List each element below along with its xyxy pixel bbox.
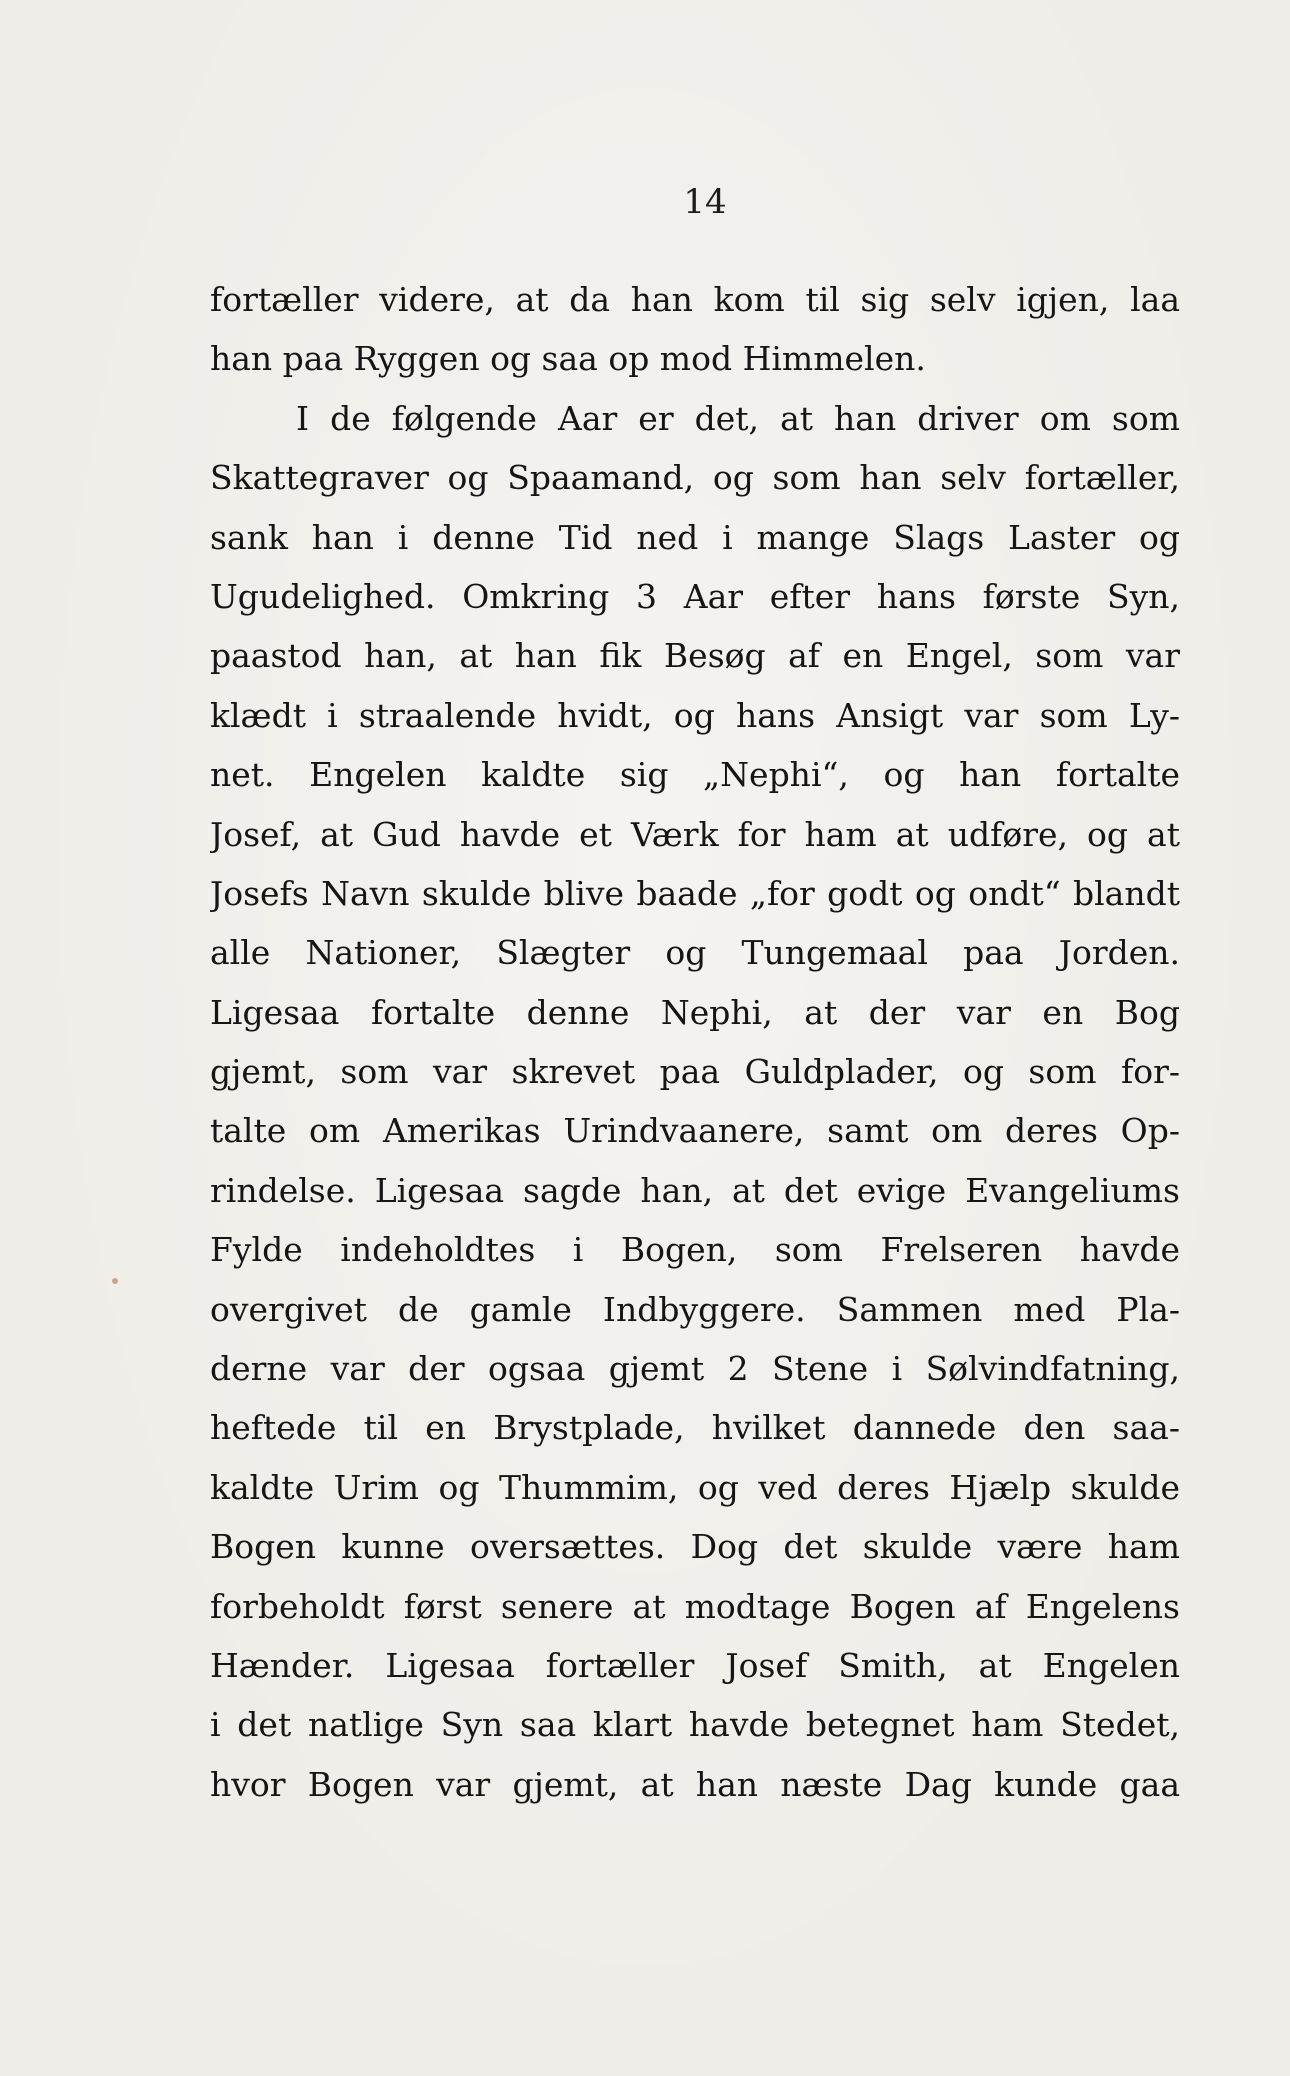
text-line: Skattegraver og Spaamand, og som han selv fortæller,: [210, 458, 1180, 498]
text-line: Bogen kunne oversættes. Dog det skulde være ham: [210, 1527, 1180, 1567]
text-line: net. Engelen kaldte sig „Nephi“, og han fortalte: [210, 755, 1180, 795]
text-line: hvor Bogen var gjemt, at han næste Dag kunde gaa: [210, 1764, 1180, 1804]
text-line: talte om Amerikas Urindvaanere, samt om deres Op-: [210, 1111, 1180, 1151]
text-line: I de følgende Aar er det, at han driver om som: [296, 398, 1180, 438]
text-line: rindelse. Ligesaa sagde han, at det evige Evangeliums: [210, 1170, 1180, 1210]
text-line: heftede til en Brystplade, hvilket dannede den saa-: [210, 1408, 1180, 1448]
text-line: overgivet de gamle Indbyggere. Sammen med Pla-: [210, 1289, 1180, 1329]
text-line: kaldte Urim og Thummim, og ved deres Hjælp skulde: [210, 1467, 1180, 1507]
text-line: gjemt, som var skrevet paa Guldplader, og som for-: [210, 1052, 1180, 1092]
text-line: Hænder. Ligesaa fortæller Josef Smith, at Engelen: [210, 1645, 1180, 1685]
text-line: han paa Ryggen og saa op mod Himmelen.: [210, 339, 926, 379]
page-number: 14: [683, 182, 727, 222]
text-line: Ligesaa fortalte denne Nephi, at der var en Bog: [210, 992, 1180, 1032]
text-line: sank han i denne Tid ned i mange Slags Laster og: [210, 517, 1180, 557]
text-line: Ugudelighed. Omkring 3 Aar efter hans første Syn,: [210, 576, 1180, 616]
text-line: fortæller videre, at da han kom til sig selv igjen, laa: [210, 280, 1180, 319]
text-line: paastod han, at han fik Besøg af en Engel, som var: [210, 636, 1180, 676]
text-line: i det natlige Syn saa klart havde betegnet ham Stedet,: [210, 1705, 1180, 1745]
text-line: derne var der ogsaa gjemt 2 Stene i Sølvindfatning,: [210, 1349, 1180, 1389]
text-line: klædt i straalende hvidt, og hans Ansigt var som Ly-: [210, 695, 1180, 735]
text-line: Josef, at Gud havde et Værk for ham at udføre, og at: [210, 814, 1180, 854]
body-text: [210, 270, 1180, 1814]
text-line: alle Nationer, Slægter og Tungemaal paa Jorden.: [210, 933, 1180, 973]
text-line: Fylde indeholdtes i Bogen, som Frelseren havde: [210, 1230, 1180, 1270]
text-line: Josefs Navn skulde blive baade „for godt og ondt“ blandt: [210, 873, 1180, 913]
paper-speck: [112, 1278, 118, 1284]
text-line: forbeholdt først senere at modtage Bogen af Engelens: [210, 1586, 1180, 1626]
